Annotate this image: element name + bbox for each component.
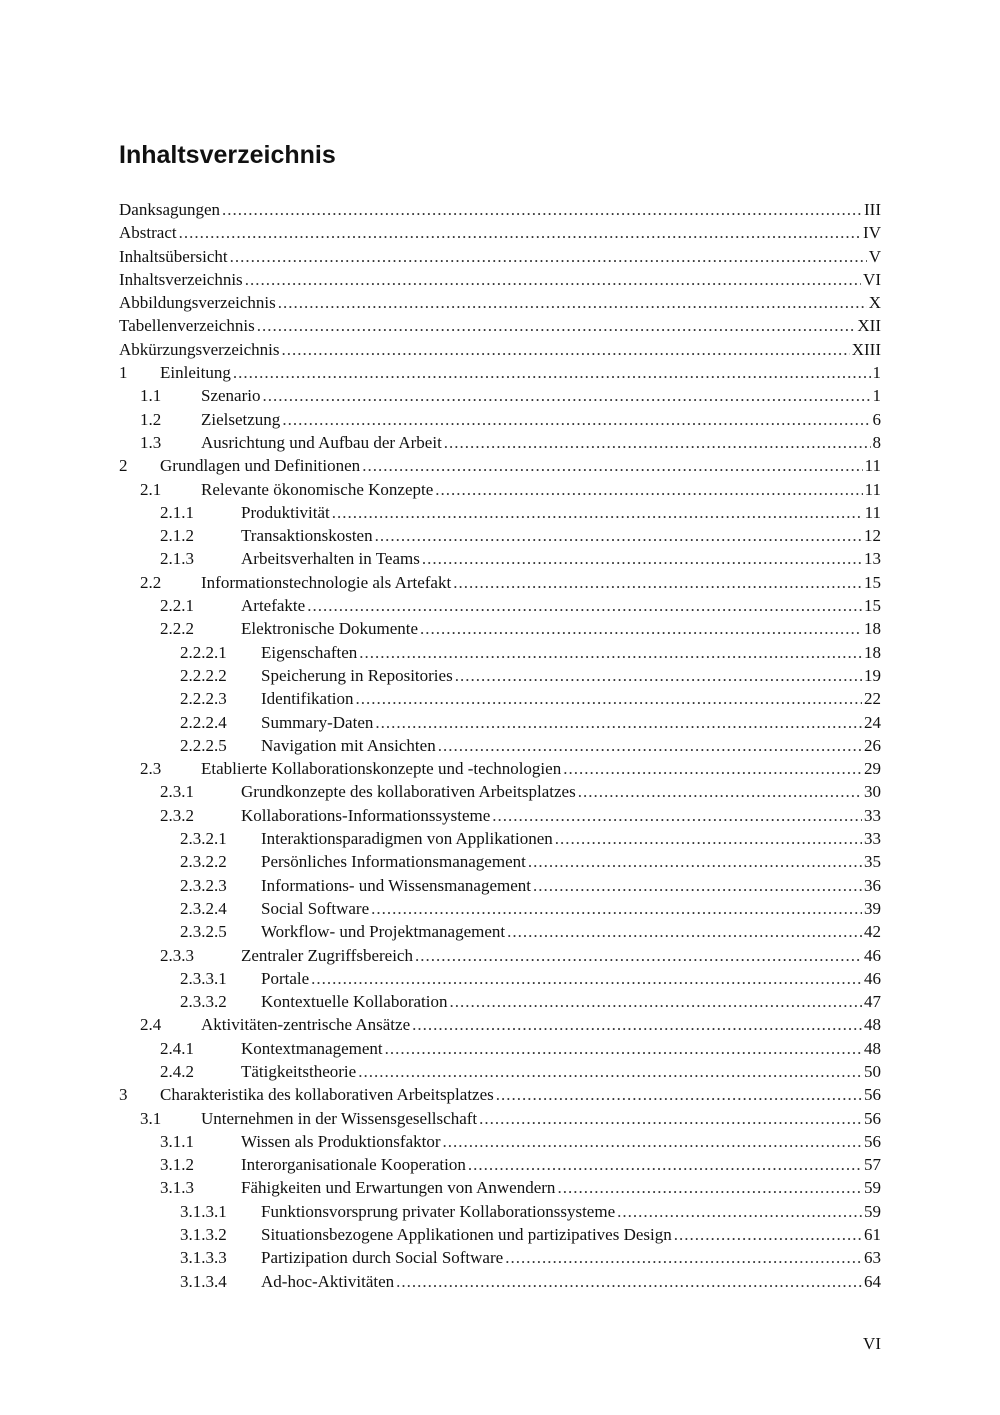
toc-entry[interactable] <box>119 454 881 477</box>
toc-entry-number: 2 <box>119 456 128 476</box>
toc-entry[interactable] <box>119 617 881 640</box>
toc-entry-number: 1.3 <box>140 432 162 452</box>
toc-entry-page: VI <box>863 269 881 289</box>
dot-leader <box>371 897 862 920</box>
toc-entry[interactable] <box>119 1037 881 1060</box>
toc-entry-title: Funktionsvorsprung privater Kollaborationssysteme <box>261 1201 616 1221</box>
toc-entry-title: Partizipation durch Social Software <box>261 1248 504 1268</box>
toc-entry-page: 42 <box>864 922 881 942</box>
toc-entry[interactable] <box>119 221 881 244</box>
toc-entry-page: IV <box>863 223 881 243</box>
toc-entry-number: 2.1.3 <box>160 549 194 569</box>
toc-entry-page: 24 <box>864 712 881 732</box>
toc-entry-title: Etablierte Kollaborationskonzepte und -technologien <box>201 759 562 779</box>
dot-leader <box>420 617 862 640</box>
toc-entry[interactable] <box>119 1246 881 1269</box>
toc-entry-title: Eigenschaften <box>261 642 358 662</box>
toc-entry[interactable] <box>119 920 881 943</box>
toc-entry-title: Situationsbezogene Applikationen und partizipatives Design <box>261 1225 672 1245</box>
dot-leader <box>358 1060 862 1083</box>
toc-entry-page: 29 <box>864 759 881 779</box>
toc-entry-number: 2.3.2.2 <box>180 852 227 872</box>
toc-entry-number: 3.1.2 <box>160 1155 194 1175</box>
toc-entry-title: Relevante ökonomische Konzepte <box>201 479 434 499</box>
dot-leader <box>528 850 862 873</box>
toc-entry-page: 12 <box>864 526 881 546</box>
toc-entry-title: Navigation mit Ansichten <box>261 735 436 755</box>
toc-entry-title: Kontextmanagement <box>241 1038 383 1058</box>
toc-entry[interactable] <box>119 268 881 291</box>
toc-entry-title: Transaktionskosten <box>241 526 373 546</box>
toc-entry[interactable] <box>119 314 881 337</box>
toc-entry-number: 3.1.3.4 <box>180 1271 227 1291</box>
toc-entry-page: 39 <box>864 898 881 918</box>
toc-entry[interactable] <box>119 571 881 594</box>
dot-leader <box>262 384 870 407</box>
toc-entry-number: 2.4.2 <box>160 1061 194 1081</box>
dot-leader <box>233 361 871 384</box>
dot-leader <box>468 1153 862 1176</box>
toc-entry-title: Unternehmen in der Wissensgesellschaft <box>201 1108 478 1128</box>
dot-leader <box>282 408 870 431</box>
toc-entry-number: 2.3.2.3 <box>180 875 227 895</box>
toc-entry-page: 11 <box>864 502 881 522</box>
toc-entry[interactable] <box>119 1013 881 1036</box>
toc-entry[interactable] <box>119 1060 881 1083</box>
toc-entry-number: 2.4 <box>140 1015 162 1035</box>
toc-entry-title: Produktivität <box>241 502 330 522</box>
toc-entry[interactable] <box>119 524 881 547</box>
toc-entry-title: Abkürzungsverzeichnis <box>119 339 280 359</box>
toc-entry-number: 1 <box>119 363 128 383</box>
toc-entry-title: Abstract <box>119 223 177 243</box>
toc-entry-title: Ausrichtung und Aufbau der Arbeit <box>201 432 442 452</box>
toc-entry-number: 2.2 <box>140 572 162 592</box>
toc-entry-title: Speicherung in Repositories <box>261 665 453 685</box>
toc-entry[interactable] <box>119 711 881 734</box>
dot-leader <box>362 454 862 477</box>
toc-entry-page: 64 <box>864 1271 881 1291</box>
toc-entry-page: 56 <box>864 1108 881 1128</box>
toc-entry[interactable] <box>119 734 881 757</box>
toc-entry-page: 59 <box>864 1201 881 1221</box>
toc-entry-number: 2.1.2 <box>160 526 194 546</box>
toc-entry-number: 2.3.2.5 <box>180 922 227 942</box>
toc-entry-page: 35 <box>864 852 881 872</box>
dot-leader <box>555 827 862 850</box>
toc-entry[interactable] <box>119 1107 881 1130</box>
toc-entry[interactable] <box>119 384 881 407</box>
toc-entry[interactable] <box>119 897 881 920</box>
dot-leader <box>563 757 862 780</box>
toc-entry[interactable] <box>119 1176 881 1199</box>
toc-entry-page: 26 <box>864 735 881 755</box>
page-title: Inhaltsverzeichnis <box>119 141 336 169</box>
toc-entry[interactable] <box>119 1223 881 1246</box>
toc-entry-page: III <box>864 200 881 219</box>
toc-entry-page: 36 <box>864 875 881 895</box>
toc-entry-number: 2.1 <box>140 479 162 499</box>
toc-entry-title: Kollaborations-Informationssysteme <box>241 805 491 825</box>
toc-entry[interactable] <box>119 967 881 990</box>
toc-entry-number: 3.1.3.1 <box>180 1201 227 1221</box>
toc-entry-page: X <box>868 293 881 313</box>
toc-entry-number: 2.4.1 <box>160 1038 194 1058</box>
toc-entry[interactable] <box>119 850 881 873</box>
toc-entry-title: Summary-Daten <box>261 712 374 732</box>
toc-entry-title: Kontextuelle Kollaboration <box>261 992 448 1012</box>
dot-leader <box>453 571 862 594</box>
toc-entry-page: XIII <box>851 339 881 359</box>
toc-entry[interactable] <box>119 338 881 361</box>
dot-leader <box>435 478 862 501</box>
dot-leader <box>257 314 856 337</box>
toc-entry-number: 2.2.2.3 <box>180 689 227 709</box>
dot-leader <box>230 245 867 268</box>
dot-leader <box>359 641 862 664</box>
toc-entry[interactable] <box>119 827 881 850</box>
toc-entry-title: Zentraler Zugriffsbereich <box>241 945 413 965</box>
toc-entry-page: 1 <box>872 363 881 383</box>
toc-entry-title: Tabellenverzeichnis <box>119 316 255 336</box>
toc-entry-number: 1.1 <box>140 386 162 406</box>
dot-leader <box>507 920 862 943</box>
toc-entry-page: 18 <box>864 619 881 639</box>
toc-entry-title: Danksagungen <box>119 200 221 219</box>
toc-entry-title: Workflow- und Projektmanagement <box>261 922 506 942</box>
toc-entry-number: 2.3.1 <box>160 782 194 802</box>
toc-entry-number: 3.1 <box>140 1108 162 1128</box>
toc-entry-page: 50 <box>864 1061 881 1081</box>
dot-leader <box>415 944 862 967</box>
dot-leader <box>674 1223 862 1246</box>
toc-entry-number: 2.2.1 <box>160 596 194 616</box>
dot-leader <box>449 990 862 1013</box>
toc-entry-page: 8 <box>872 432 881 452</box>
toc-entry-page: 11 <box>864 479 881 499</box>
toc-entry[interactable] <box>119 1130 881 1153</box>
toc-entry-page: 1 <box>872 386 881 406</box>
dot-leader <box>557 1176 862 1199</box>
toc-entry-number: 3 <box>119 1085 128 1105</box>
toc-entry-page: XII <box>857 316 881 336</box>
toc-entry[interactable] <box>119 687 881 710</box>
toc-entry-title: Arbeitsverhalten in Teams <box>241 549 420 569</box>
toc-entry-number: 2.1.1 <box>160 502 194 522</box>
toc-entry-page: 56 <box>864 1131 881 1151</box>
dot-leader <box>444 431 871 454</box>
dot-leader <box>533 874 862 897</box>
dot-leader <box>385 1037 862 1060</box>
toc-entry-page: 22 <box>864 689 881 709</box>
toc-entry[interactable] <box>119 1083 881 1106</box>
page-number: VI <box>863 1334 881 1353</box>
dot-leader <box>617 1200 862 1223</box>
toc-entry-page: 48 <box>864 1038 881 1058</box>
dot-leader <box>455 664 862 687</box>
toc-entry-page: 6 <box>872 409 881 429</box>
toc-entry-number: 2.3 <box>140 759 162 779</box>
dot-leader <box>505 1246 862 1269</box>
toc-entry-number: 2.3.3.2 <box>180 992 227 1012</box>
toc-entry-number: 2.3.2.1 <box>180 829 227 849</box>
dot-leader <box>492 804 862 827</box>
toc-entry-title: Identifikation <box>261 689 354 709</box>
toc-entry[interactable] <box>119 1200 881 1223</box>
toc-entry[interactable] <box>119 361 881 384</box>
toc-entry-page: 33 <box>864 829 881 849</box>
toc-entry-number: 2.3.3 <box>160 945 194 965</box>
toc-entry-title: Grundlagen und Definitionen <box>160 456 361 476</box>
toc-entry-number: 2.3.3.1 <box>180 968 227 988</box>
dot-leader <box>222 198 862 221</box>
toc-entry-number: 2.2.2.1 <box>180 642 227 662</box>
toc-entry-page: 19 <box>864 665 881 685</box>
toc-entry-title: Einleitung <box>160 363 231 383</box>
toc-entry-number: 1.2 <box>140 409 162 429</box>
dot-leader <box>332 501 863 524</box>
toc-entry-page: 46 <box>864 968 881 988</box>
dot-leader <box>443 1130 862 1153</box>
toc-entry-number: 2.2.2 <box>160 619 194 639</box>
toc-entry[interactable] <box>119 990 881 1013</box>
toc-entry-title: Persönliches Informationsmanagement <box>261 852 526 872</box>
toc-entry-title: Interorganisationale Kooperation <box>241 1155 466 1175</box>
dot-leader <box>307 594 862 617</box>
dot-leader <box>479 1107 862 1130</box>
toc-entry-page: 61 <box>864 1225 881 1245</box>
toc-entry-title: Charakteristika des kollaborativen Arbeitsplatzes <box>160 1085 494 1105</box>
toc-entry-page: 57 <box>864 1155 881 1175</box>
toc-entry-title: Inhaltsverzeichnis <box>119 269 243 289</box>
toc-entry[interactable] <box>119 291 881 314</box>
toc-entry-title: Grundkonzepte des kollaborativen Arbeitsplatzes <box>241 782 576 802</box>
toc-entry-title: Abbildungsverzeichnis <box>119 293 276 313</box>
dot-leader <box>375 711 862 734</box>
toc-entry-page: 63 <box>864 1248 881 1268</box>
toc-entry[interactable] <box>119 431 881 454</box>
toc-entry-number: 2.2.2.2 <box>180 665 227 685</box>
toc-entry-page: 15 <box>864 596 881 616</box>
dot-leader <box>375 524 862 547</box>
toc-entry-number: 2.3.2 <box>160 805 194 825</box>
toc-entry-page: 33 <box>864 805 881 825</box>
toc-entry[interactable] <box>119 198 881 221</box>
toc-entry-title: Informations- und Wissensmanagement <box>261 875 531 895</box>
dot-leader <box>311 967 862 990</box>
toc-entry-number: 3.1.1 <box>160 1131 194 1151</box>
toc-entry[interactable] <box>119 245 881 268</box>
dot-leader <box>282 338 850 361</box>
dot-leader <box>438 734 862 757</box>
dot-leader <box>356 687 862 710</box>
toc-entry-page: 47 <box>864 992 881 1012</box>
dot-leader <box>422 547 862 570</box>
toc-entry-title: Ad-hoc-Aktivitäten <box>261 1271 395 1291</box>
toc-entry-page: 30 <box>864 782 881 802</box>
toc-entry-page: 46 <box>864 945 881 965</box>
toc-entry-number: 2.3.2.4 <box>180 898 227 918</box>
toc-entry-page: 11 <box>864 456 881 476</box>
dot-leader <box>396 1270 862 1293</box>
toc-entry[interactable] <box>119 1153 881 1176</box>
dot-leader <box>278 291 867 314</box>
dot-leader <box>578 780 862 803</box>
toc-entry-title: Artefakte <box>241 596 306 616</box>
toc-entry[interactable] <box>119 501 881 524</box>
toc-entry-title: Informationstechnologie als Artefakt <box>201 572 452 592</box>
toc-entry-page: 15 <box>864 572 881 592</box>
toc-entry-title: Szenario <box>201 386 261 406</box>
dot-leader <box>245 268 861 291</box>
toc-entry-number: 3.1.3.3 <box>180 1248 227 1268</box>
dot-leader <box>412 1013 862 1036</box>
toc-entry-page: V <box>868 246 881 266</box>
toc-entry-title: Portale <box>261 968 310 988</box>
toc-entry-title: Wissen als Produktionsfaktor <box>241 1131 441 1151</box>
toc-entry-number: 2.2.2.4 <box>180 712 227 732</box>
toc-entry-number: 2.2.2.5 <box>180 735 227 755</box>
toc-entry-title: Inhaltsübersicht <box>119 246 228 266</box>
toc-entry-page: 56 <box>864 1085 881 1105</box>
toc-entry[interactable] <box>119 874 881 897</box>
toc-entry[interactable] <box>119 780 881 803</box>
toc-entry-page: 18 <box>864 642 881 662</box>
toc-entry[interactable] <box>119 594 881 617</box>
toc-entry-title: Interaktionsparadigmen von Applikationen <box>261 829 553 849</box>
toc-entry-number: 3.1.3.2 <box>180 1225 227 1245</box>
toc-entry-title: Aktivitäten-zentrische Ansätze <box>201 1015 411 1035</box>
toc-entry-title: Elektronische Dokumente <box>241 619 419 639</box>
toc-entry-page: 48 <box>864 1015 881 1035</box>
table-of-contents <box>119 198 881 1293</box>
dot-leader <box>496 1083 862 1106</box>
toc-entry[interactable] <box>119 408 881 431</box>
toc-entry-title: Social Software <box>261 898 370 918</box>
toc-entry[interactable] <box>119 664 881 687</box>
toc-entry-title: Tätigkeitstheorie <box>241 1061 357 1081</box>
toc-entry[interactable] <box>119 478 881 501</box>
toc-entry-title: Zielsetzung <box>201 409 281 429</box>
toc-entry-page: 59 <box>864 1178 881 1198</box>
toc-entry[interactable] <box>119 804 881 827</box>
toc-entry[interactable] <box>119 757 881 780</box>
toc-entry[interactable] <box>119 944 881 967</box>
toc-entry[interactable] <box>119 547 881 570</box>
toc-entry-number: 3.1.3 <box>160 1178 194 1198</box>
toc-entry[interactable] <box>119 641 881 664</box>
toc-entry-page: 13 <box>864 549 881 569</box>
toc-entry-title: Fähigkeiten und Erwartungen von Anwendern <box>241 1178 556 1198</box>
toc-entry[interactable] <box>119 1270 881 1293</box>
dot-leader <box>179 221 861 244</box>
